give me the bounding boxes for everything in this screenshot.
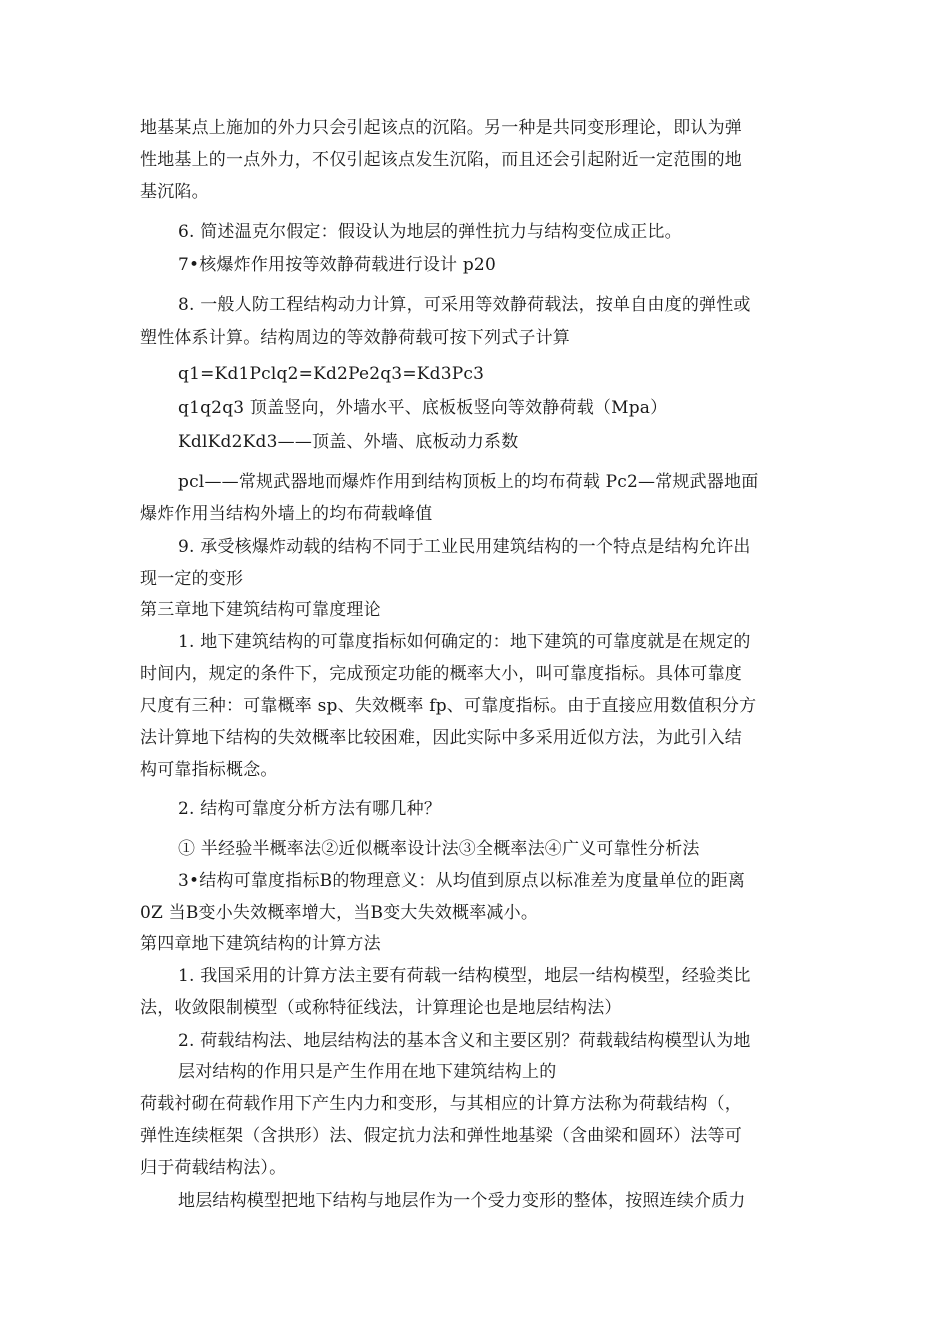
text-line: 1. 我国采用的计算方法主要有荷载一结构模型，地层一结构模型，经验类比 — [178, 966, 751, 986]
text-line: 现一定的变形 — [140, 569, 244, 589]
text-line: 地基某点上施加的外力只会引起该点的沉陷。另一种是共同变形理论，即认为弹 — [140, 118, 742, 138]
text-line: 8. 一般人防工程结构动力计算，可采用等效静荷载法，按单自由度的弹性或 — [178, 295, 751, 315]
text-line: 3•结构可靠度指标Β的物理意义：从均值到原点以标准差为度量单位的距离 — [178, 871, 746, 891]
text-line: 爆炸作用当结构外墙上的均布荷载峰值 — [140, 504, 433, 524]
text-line: 2. 结构可靠度分析方法有哪几种？ — [178, 799, 442, 819]
formula-line: q1=Kd1Pclq2=Kd2Pe2q3=Kd3Pc3 — [178, 364, 485, 384]
text-line: q1q2q3 顶盖竖向，外墙水平、底板板竖向等效静荷载（Mpa） — [178, 398, 668, 418]
text-line: KdlKd2Kd3——顶盖、外墙、底板动力系数 — [178, 432, 519, 452]
text-line: 弹性连续框架（含拱形）法、假定抗力法和弹性地基梁（含曲梁和圆环）法等可 — [140, 1126, 742, 1146]
text-line: ① 半经验半概率法②近似概率设计法③全概率法④广义可靠性分析法 — [178, 839, 700, 859]
text-line: 荷载衬砌在荷载作用下产生内力和变形，与其相应的计算方法称为荷载结构（， — [140, 1094, 742, 1114]
text-line: 时间内，规定的条件下，完成预定功能的概率大小，叫可靠度指标。具体可靠度 — [140, 664, 742, 684]
text-line: 7•核爆炸作用按等效静荷载进行设计 p20 — [178, 255, 496, 275]
section-heading: 第三章地下建筑结构可靠度理论 — [140, 600, 381, 620]
text-line: 构可靠指标概念。 — [140, 760, 278, 780]
text-line: pcl——常规武器地而爆炸作用到结构顶板上的均布荷载 Pc2—常规武器地面 — [178, 472, 759, 492]
text-line: 0Z 当Β变小失效概率增大，当Β变大失效概率减小。 — [140, 903, 539, 923]
text-line: 层对结构的作用只是产生作用在地下建筑结构上的 — [178, 1062, 557, 1082]
text-line: 1. 地下建筑结构的可靠度指标如何确定的：地下建筑的可靠度就是在规定的 — [178, 632, 751, 652]
text-line: 性地基上的一点外力，不仅引起该点发生沉陷，而且还会引起附近一定范围的地 — [140, 150, 742, 170]
text-line: 地层结构模型把地下结构与地层作为一个受力变形的整体，按照连续介质力 — [178, 1191, 746, 1211]
text-line: 归于荷载结构法）。 — [140, 1158, 287, 1178]
text-line: 法计算地下结构的失效概率比较困难，因此实际中多采用近似方法，为此引入结 — [140, 728, 742, 748]
text-line: 2. 荷载结构法、地层结构法的基本含义和主要区别？荷载载结构模型认为地 — [178, 1031, 751, 1051]
text-line: 尺度有三种：可靠概率 sp、失效概率 fp、可靠度指标。由于直接应用数值积分方 — [140, 696, 757, 716]
text-line: 塑性体系计算。结构周边的等效静荷载可按下列式子计算 — [140, 328, 570, 348]
section-heading: 第四章地下建筑结构的计算方法 — [140, 934, 381, 954]
text-line: 9. 承受核爆炸动载的结构不同于工业民用建筑结构的一个特点是结构允许出 — [178, 537, 751, 557]
text-line: 基沉陷。 — [140, 182, 209, 202]
text-line: 法，收敛限制模型（或称特征线法，计算理论也是地层结构法） — [140, 998, 622, 1018]
text-line: 6. 简述温克尔假定：假设认为地层的弹性抗力与结构变位成正比。 — [178, 222, 682, 242]
